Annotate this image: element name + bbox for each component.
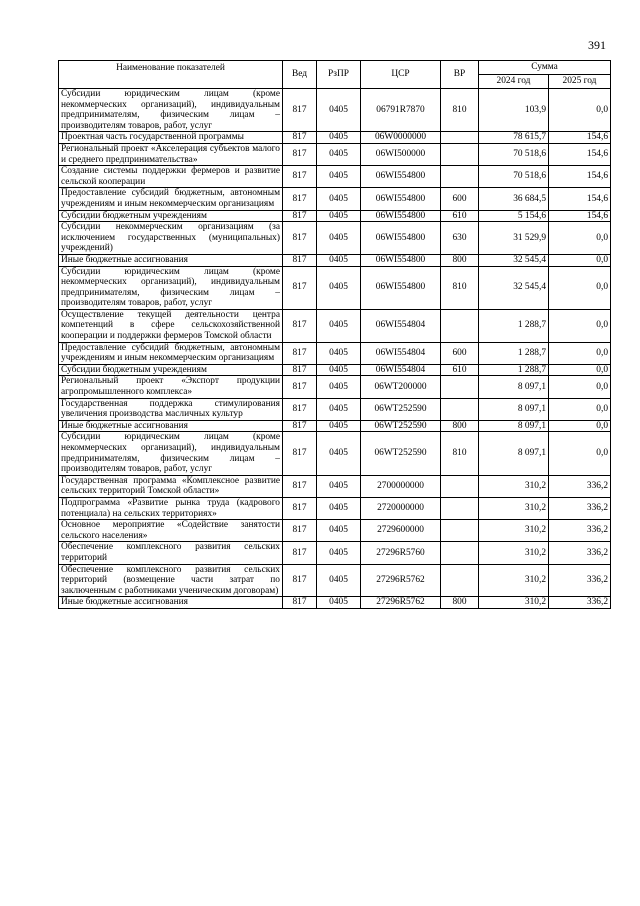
table-row (59, 376, 611, 398)
row-rzpr: 0405 (317, 266, 361, 309)
row-name: Иные бюджетные ассигнования (59, 254, 283, 266)
row-ved: 817 (283, 89, 317, 132)
table-row (59, 520, 611, 542)
row-rzpr: 0405 (317, 89, 361, 132)
row-name: Субсидии юридическим лицам (кроме некоммерческих организаций), индивидуальным предпринимателям, физическим лицам – производителям товаров, работ, услуг (59, 89, 283, 132)
row-vr: 610 (441, 364, 479, 376)
row-name: Осуществление текущей деятельности центра компетенций в сфере сельскохозяйственной кооперации и поддержки фермеров Томской области (59, 309, 283, 342)
row-sum-2024: 8 097,1 (479, 376, 549, 398)
row-csr: 06WI554804 (361, 342, 441, 364)
row-csr: 06WI554800 (361, 222, 441, 255)
row-vr: 610 (441, 210, 479, 222)
row-sum-2024: 8 097,1 (479, 432, 549, 475)
row-ved: 817 (283, 432, 317, 475)
table-row (59, 309, 611, 342)
table-row (59, 132, 611, 144)
table-body (59, 89, 611, 609)
row-sum-2024: 8 097,1 (479, 398, 549, 420)
row-sum-2024: 31 529,9 (479, 222, 549, 255)
row-sum-2025: 154,6 (549, 132, 611, 144)
row-name: Основное мероприятие «Содействие занятости сельского населения» (59, 520, 283, 542)
row-csr: 06WI554800 (361, 166, 441, 188)
row-csr: 06WT252590 (361, 432, 441, 475)
row-csr: 06WT252590 (361, 398, 441, 420)
row-rzpr: 0405 (317, 166, 361, 188)
row-rzpr: 0405 (317, 520, 361, 542)
row-csr: 06791R7870 (361, 89, 441, 132)
row-vr: 810 (441, 432, 479, 475)
row-csr: 2729600000 (361, 520, 441, 542)
row-sum-2025: 0,0 (549, 222, 611, 255)
row-ved: 817 (283, 132, 317, 144)
row-sum-2024: 78 615,7 (479, 132, 549, 144)
row-name: Субсидии юридическим лицам (кроме некоммерческих организаций), индивидуальным предпринимателям, физическим лицам – производителям товаров, работ, услуг (59, 432, 283, 475)
row-sum-2024: 310,2 (479, 497, 549, 519)
table-row (59, 475, 611, 497)
page-number: 391 (588, 38, 606, 52)
row-sum-2025: 336,2 (549, 597, 611, 609)
header-year-2024: 2024 год (479, 75, 549, 89)
row-sum-2024: 70 518,6 (479, 143, 549, 165)
row-csr: 06WI554800 (361, 188, 441, 210)
row-sum-2024: 103,9 (479, 89, 549, 132)
row-csr: 06WI554804 (361, 309, 441, 342)
row-vr: 800 (441, 254, 479, 266)
row-rzpr: 0405 (317, 254, 361, 266)
row-rzpr: 0405 (317, 542, 361, 564)
row-rzpr: 0405 (317, 132, 361, 144)
row-csr: 06WI554800 (361, 254, 441, 266)
row-ved: 817 (283, 254, 317, 266)
row-csr: 06WT252590 (361, 420, 441, 432)
row-sum-2024: 32 545,4 (479, 254, 549, 266)
table-row (59, 564, 611, 597)
row-vr (441, 132, 479, 144)
row-name: Предоставление субсидий бюджетным, автономным учреждениям и иным некоммерческим организациям (59, 342, 283, 364)
row-csr: 27296R5760 (361, 542, 441, 564)
table-row (59, 143, 611, 165)
row-rzpr: 0405 (317, 309, 361, 342)
row-ved: 817 (283, 143, 317, 165)
row-sum-2024: 36 684,5 (479, 188, 549, 210)
row-sum-2025: 0,0 (549, 398, 611, 420)
row-ved: 817 (283, 364, 317, 376)
row-rzpr: 0405 (317, 342, 361, 364)
row-rzpr: 0405 (317, 143, 361, 165)
row-csr: 06WT200000 (361, 376, 441, 398)
row-rzpr: 0405 (317, 376, 361, 398)
row-ved: 817 (283, 342, 317, 364)
row-name: Государственная программа «Комплексное развитие сельских территорий Томской области» (59, 475, 283, 497)
header-sum: Сумма (479, 61, 611, 75)
row-sum-2025: 0,0 (549, 432, 611, 475)
row-ved: 817 (283, 309, 317, 342)
header-csr: ЦСР (361, 61, 441, 89)
row-rzpr: 0405 (317, 564, 361, 597)
row-sum-2025: 154,6 (549, 166, 611, 188)
row-ved: 817 (283, 266, 317, 309)
header-vr: ВР (441, 61, 479, 89)
row-sum-2025: 0,0 (549, 266, 611, 309)
row-vr: 800 (441, 420, 479, 432)
row-ved: 817 (283, 222, 317, 255)
row-name: Обеспечение комплексного развития сельских территорий (возмещение части затрат по заключенным с работниками ученическим договорам) (59, 564, 283, 597)
row-ved: 817 (283, 376, 317, 398)
row-csr: 06WI554804 (361, 364, 441, 376)
row-ved: 817 (283, 520, 317, 542)
row-name: Региональный проект «Экспорт продукции агропромышленного комплекса» (59, 376, 283, 398)
row-ved: 817 (283, 542, 317, 564)
row-sum-2024: 310,2 (479, 597, 549, 609)
row-vr: 810 (441, 89, 479, 132)
row-sum-2025: 336,2 (549, 542, 611, 564)
row-ved: 817 (283, 188, 317, 210)
header-year-2025: 2025 год (549, 75, 611, 89)
row-vr (441, 376, 479, 398)
table-row (59, 188, 611, 210)
row-vr: 600 (441, 188, 479, 210)
row-sum-2024: 1 288,7 (479, 309, 549, 342)
row-rzpr: 0405 (317, 475, 361, 497)
row-sum-2024: 70 518,6 (479, 166, 549, 188)
row-name: Субсидии некоммерческим организациям (за исключением государственных (муниципальных) учреждений) (59, 222, 283, 255)
row-vr (441, 166, 479, 188)
row-vr (441, 309, 479, 342)
table-row (59, 254, 611, 266)
row-name: Создание системы поддержки фермеров и развитие сельской кооперации (59, 166, 283, 188)
row-ved: 817 (283, 564, 317, 597)
row-sum-2024: 1 288,7 (479, 364, 549, 376)
row-sum-2025: 0,0 (549, 376, 611, 398)
table-row (59, 222, 611, 255)
row-sum-2024: 310,2 (479, 564, 549, 597)
row-ved: 817 (283, 398, 317, 420)
row-sum-2025: 154,6 (549, 210, 611, 222)
row-name: Субсидии бюджетным учреждениям (59, 364, 283, 376)
row-sum-2024: 310,2 (479, 475, 549, 497)
row-name: Субсидии юридическим лицам (кроме некоммерческих организаций), индивидуальным предпринимателям, физическим лицам – производителям товаров, работ, услуг (59, 266, 283, 309)
row-csr: 06W0000000 (361, 132, 441, 144)
table-row (59, 266, 611, 309)
row-sum-2025: 336,2 (549, 520, 611, 542)
row-csr: 06WI554800 (361, 210, 441, 222)
row-csr: 2720000000 (361, 497, 441, 519)
table-row (59, 542, 611, 564)
row-ved: 817 (283, 497, 317, 519)
row-rzpr: 0405 (317, 188, 361, 210)
row-csr: 27296R5762 (361, 597, 441, 609)
budget-table (58, 60, 611, 609)
row-ved: 817 (283, 420, 317, 432)
row-name: Иные бюджетные ассигнования (59, 420, 283, 432)
row-sum-2025: 336,2 (549, 497, 611, 519)
header-ved: Вед (283, 61, 317, 89)
table-row (59, 398, 611, 420)
row-rzpr: 0405 (317, 364, 361, 376)
row-sum-2025: 0,0 (549, 254, 611, 266)
row-sum-2024: 8 097,1 (479, 420, 549, 432)
row-sum-2025: 0,0 (549, 420, 611, 432)
row-name: Государственная поддержка стимулирования увеличения производства масличных культур (59, 398, 283, 420)
row-rzpr: 0405 (317, 398, 361, 420)
row-vr (441, 143, 479, 165)
row-rzpr: 0405 (317, 210, 361, 222)
row-sum-2024: 310,2 (479, 542, 549, 564)
row-name: Иные бюджетные ассигнования (59, 597, 283, 609)
row-rzpr: 0405 (317, 497, 361, 519)
row-ved: 817 (283, 475, 317, 497)
row-vr (441, 564, 479, 597)
row-vr (441, 497, 479, 519)
table-row (59, 166, 611, 188)
row-csr: 06WI500000 (361, 143, 441, 165)
row-vr (441, 542, 479, 564)
table-row (59, 210, 611, 222)
header-rzpr: РзПР (317, 61, 361, 89)
row-sum-2025: 336,2 (549, 564, 611, 597)
table-row (59, 89, 611, 132)
row-name: Обеспечение комплексного развития сельских территорий (59, 542, 283, 564)
row-rzpr: 0405 (317, 597, 361, 609)
row-vr: 810 (441, 266, 479, 309)
row-sum-2025: 154,6 (549, 188, 611, 210)
table-row (59, 497, 611, 519)
row-sum-2025: 0,0 (549, 342, 611, 364)
row-sum-2025: 154,6 (549, 143, 611, 165)
row-csr: 2700000000 (361, 475, 441, 497)
table-header (59, 61, 611, 89)
row-sum-2024: 32 545,4 (479, 266, 549, 309)
row-ved: 817 (283, 210, 317, 222)
row-vr: 800 (441, 597, 479, 609)
table-row (59, 597, 611, 609)
table-row (59, 364, 611, 376)
row-rzpr: 0405 (317, 222, 361, 255)
row-csr: 06WI554800 (361, 266, 441, 309)
row-sum-2024: 5 154,6 (479, 210, 549, 222)
row-sum-2025: 336,2 (549, 475, 611, 497)
row-csr: 27296R5762 (361, 564, 441, 597)
row-name: Субсидии бюджетным учреждениям (59, 210, 283, 222)
table-row (59, 420, 611, 432)
row-sum-2024: 1 288,7 (479, 342, 549, 364)
row-rzpr: 0405 (317, 432, 361, 475)
row-name: Региональный проект «Акселерация субъектов малого и среднего предпринимательства» (59, 143, 283, 165)
row-ved: 817 (283, 166, 317, 188)
row-vr (441, 398, 479, 420)
row-sum-2024: 310,2 (479, 520, 549, 542)
row-vr (441, 520, 479, 542)
row-sum-2025: 0,0 (549, 89, 611, 132)
table-row (59, 342, 611, 364)
row-name: Проектная часть государственной программы (59, 132, 283, 144)
table-row (59, 432, 611, 475)
header-name: Наименование показателей (59, 61, 283, 89)
row-sum-2025: 0,0 (549, 364, 611, 376)
row-sum-2025: 0,0 (549, 309, 611, 342)
row-vr: 630 (441, 222, 479, 255)
row-name: Предоставление субсидий бюджетным, автономным учреждениям и иным некоммерческим организациям (59, 188, 283, 210)
row-vr: 600 (441, 342, 479, 364)
row-vr (441, 475, 479, 497)
row-name: Подпрограмма «Развитие рынка труда (кадрового потенциала) на сельских территориях» (59, 497, 283, 519)
row-ved: 817 (283, 597, 317, 609)
row-rzpr: 0405 (317, 420, 361, 432)
